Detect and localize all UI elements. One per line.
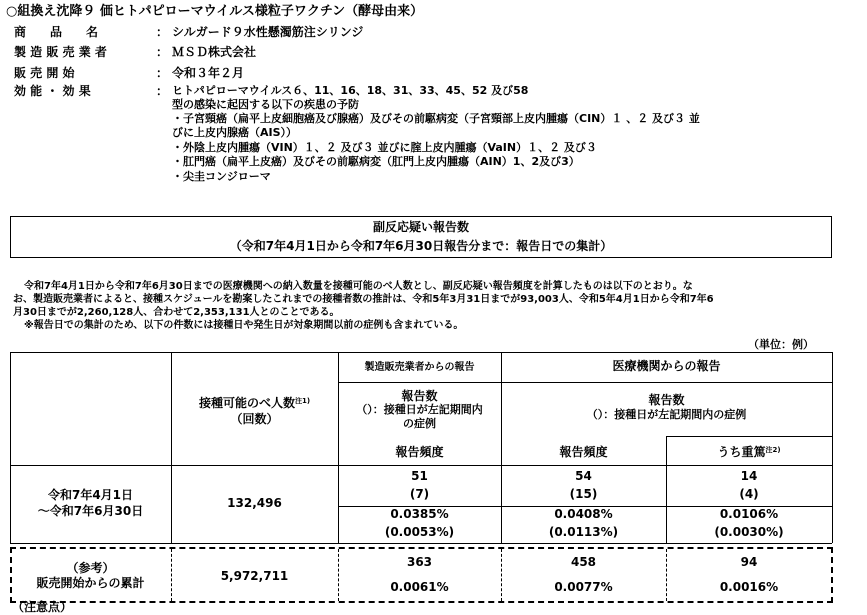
row2-serious-count: 94 xyxy=(740,555,758,569)
row2-serious-freq: 0.0016% xyxy=(719,580,779,594)
row1-period: 令和7年4月1日 xyxy=(47,488,134,502)
launch-value: 令和３年２月 xyxy=(172,66,245,80)
page-title: ○組換え沈降９ 価ヒトパピローマウイルス様粒子ワクチン（酵母由来） xyxy=(6,4,424,19)
maker-label: 製 造 販 売 業 者 xyxy=(14,45,107,59)
efficacy-line: ・肛門癌（扁平上皮癌）及びその前駆病変（肛門上皮内腫瘍（AIN）1、2及び3） xyxy=(172,155,580,168)
row1-medical-count: 54 xyxy=(575,469,592,483)
medical-freq-header: 報告頻度 xyxy=(559,445,608,459)
row1-maker-freq-period: (0.0053%) xyxy=(384,525,455,539)
colon: ： xyxy=(156,66,169,80)
header-maker: 製造販売業者からの報告 xyxy=(364,362,475,373)
maker-freq-header: 報告頻度 xyxy=(395,445,444,459)
efficacy-line: ・尖圭コンジローマ xyxy=(172,170,271,183)
header-persons: 接種可能のべ人数$^{注1)}$ xyxy=(198,396,311,410)
row2-medical-count: 458 xyxy=(570,555,597,569)
efficacy-line: ・外陰上皮内腫瘍（VIN）１、２ 及び３ 並びに腟上皮内腫瘍（VaIN）１、２ 及び３ xyxy=(172,141,597,154)
row2-label: 販売開始からの累計 xyxy=(36,576,145,590)
note-line: お、製造販売業者によると、接種スケジュールを勘案したこれまでの接種者数の推計は、令和5年3月31日までが93,003人、令和5年4月1日から令和7年6 xyxy=(13,294,714,305)
row1-maker-count-period: (7) xyxy=(409,487,430,501)
header-medical: 医療機関からの報告 xyxy=(612,359,721,373)
footnote-ref: 注2) xyxy=(765,446,781,454)
maker-note: の症例 xyxy=(403,417,436,430)
row2-medical-freq: 0.0077% xyxy=(554,580,613,594)
product-value: シルガード９水性懸濁筋注シリンジ xyxy=(172,25,364,39)
report-box-subtitle: （令和7年4月1日から令和7年6月30日報告分まで：報告日での集計） xyxy=(229,239,613,253)
row1-medical-count-period: (15) xyxy=(569,487,598,501)
serious-header: うち重篤$^{注2)}$ xyxy=(717,445,781,459)
header-persons-sub: （回数） xyxy=(230,412,279,426)
medical-report-count-header: 報告数 xyxy=(648,393,685,407)
colon: ： xyxy=(156,45,169,59)
efficacy-line: 型の感染に起因する以下の疾患の予防 xyxy=(172,98,359,111)
row1-serious-count: 14 xyxy=(740,469,758,483)
efficacy-line: びに上皮内腺癌（AIS）） xyxy=(172,126,298,139)
report-period-box xyxy=(10,216,832,258)
maker-note: （）：接種日が左記期間内 xyxy=(356,403,483,416)
row1-period: ～令和7年6月30日 xyxy=(37,504,144,518)
product-label: 商 品 名 xyxy=(14,25,99,39)
colon: ： xyxy=(156,84,169,98)
unit-label: （単位：例） xyxy=(748,338,814,351)
row2-maker-freq: 0.0061% xyxy=(390,580,449,594)
efficacy-label: 効 能 ・ 効 果 xyxy=(14,84,91,98)
row2-persons: 5,972,711 xyxy=(220,569,289,583)
maker-report-count-header: 報告数 xyxy=(401,389,438,403)
row1-serious-count-period: (4) xyxy=(739,487,759,501)
row2-maker-count: 363 xyxy=(406,555,433,569)
row1-medical-freq: 0.0408% xyxy=(554,507,613,521)
report-box-title: 副反応疑い報告数 xyxy=(372,220,469,234)
row1-serious-freq-period: (0.0030%) xyxy=(714,525,784,539)
row1-medical-freq-period: (0.0113%) xyxy=(548,525,619,539)
efficacy-line: ヒトパピローマウイルス６、11、16、18、31、33、45、52 及び58 xyxy=(172,84,529,97)
colon: ： xyxy=(156,25,169,39)
efficacy-line: ・子宮頸癌（扁平上皮細胞癌及び腺癌）及びその前駆病変（子宮頸部上皮内腫瘍（CIN）１ 、２ 及び３ 並 xyxy=(172,112,700,125)
note-line: 月30日までが2,260,128人、合わせて2,353,131人とのことである。 xyxy=(13,307,340,318)
caution-heading: （注意点） xyxy=(12,600,73,614)
maker-value: ＭＳＤ株式会社 xyxy=(172,45,257,59)
medical-note: （）：接種日が左記期間内の症例 xyxy=(586,408,747,421)
note-line: 令和7年4月1日から令和7年6月30日までの医療機関への納入数量を接種可能のべ人数とし、副反応疑い報告頻度を計算したものは以下のとおり。な xyxy=(24,281,693,292)
row1-maker-count: 51 xyxy=(411,469,428,483)
row1-persons: 132,496 xyxy=(227,496,282,510)
row1-maker-freq: 0.0385% xyxy=(390,507,449,521)
footnote-ref: 注1) xyxy=(294,397,311,405)
note-line: ※報告日での集計のため、以下の件数には接種日や発生日が対象期間以前の症例も含まれている。 xyxy=(24,320,464,331)
row2-label: （参考） xyxy=(66,561,115,575)
row1-serious-freq: 0.0106% xyxy=(719,507,779,521)
launch-label: 販 売 開 始 xyxy=(14,66,75,80)
